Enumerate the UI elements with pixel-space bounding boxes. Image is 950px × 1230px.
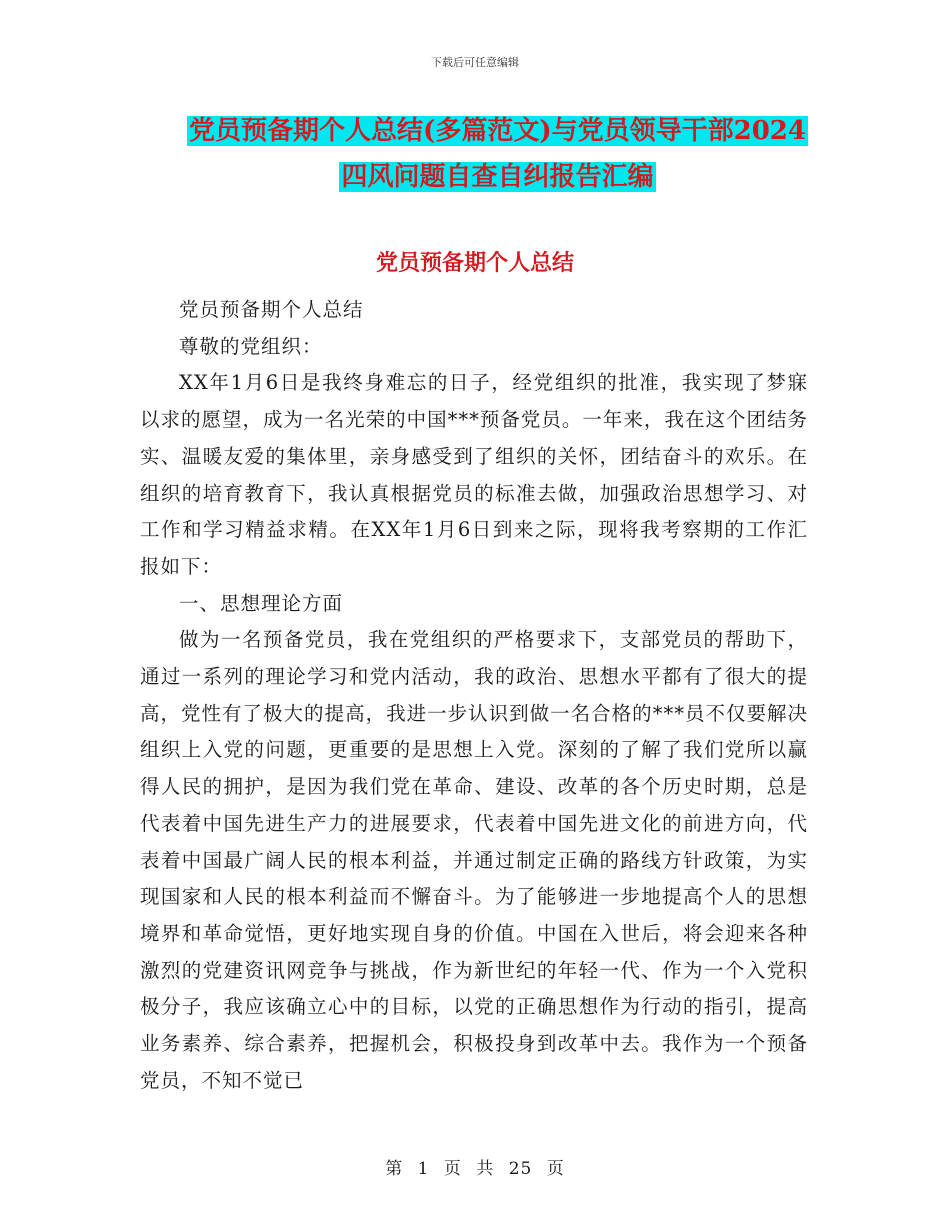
footer-page-number: 1 [417, 1159, 430, 1179]
document-title-line2: 四风问题自查自纠报告汇编 [341, 162, 654, 192]
footer-prefix: 第 [385, 1159, 404, 1179]
page-footer [0, 1154, 950, 1179]
footer-suffix: 页 [546, 1159, 565, 1179]
header-note: 下载后可任意编辑 [431, 56, 519, 69]
footer-middle2: 共 [476, 1159, 495, 1179]
document-title [140, 108, 855, 200]
document-title-line1: 党员预备期个人总结(多篇范文)与党员领导干部2024 [189, 116, 806, 146]
paragraph: 一、思想理论方面 [179, 591, 344, 615]
paragraph: 做为一名预备党员，我在党组织的严格要求下，支部党员的帮助下，通过一系列的理论学习和党内活动，我的政治、思想水平都有了很大的提高，党性有了极大的提高，我进一步认识到做一名合格的***员不仅要解决组织上入党的问题，更重要的是思想上入党。深刻的了解了我们党所以赢得人民的拥护，是因为我们党在革命、建设、改革的各个历史时期，总是代表着中国先进生产力的进展要求，代表着中国先进文化的前进方向，代表着中国最广阔人民的根本利益，并通过制定正确的路线方针政策，为实现国家和人民的根本利益而不懈奋斗。为了能够进一步地提高个人的思想境界和革命觉悟，更好地实现自身的价值。中国在入世后，将会迎来各种激烈的党建资讯网竞争与挑战，作为新世纪的年轻一代、作为一个入党积极分子，我应该确立心中的目标，以党的正确思想作为行动的指引，提高业务素养、综合素养，把握机会，积极投身到改革中去。我作为一个预备党员，不知不觉已 [140, 628, 808, 1092]
footer-total-pages: 25 [508, 1159, 533, 1179]
footer-middle1: 页 [443, 1159, 462, 1179]
document-body [140, 292, 808, 1099]
section-title: 党员预备期个人总结 [375, 250, 574, 276]
paragraph: XX年1月6日是我终身难忘的日子，经党组织的批准，我实现了梦寐以求的愿望，成为一名光荣的中国***预备党员。一年来，我在这个团结务实、温暖友爱的集体里，亲身感受到了组织的关怀，团结奋斗的欢乐。在组织的培育教育下，我认真根据党员的标准去做，加强政治思想学习、对工作和学习精益求精。在XX年1月6日到来之际，现将我考察期的工作汇报如下： [140, 371, 808, 578]
paragraph: 党员预备期个人总结 [179, 298, 364, 321]
paragraph: 尊敬的党组织： [179, 334, 323, 358]
